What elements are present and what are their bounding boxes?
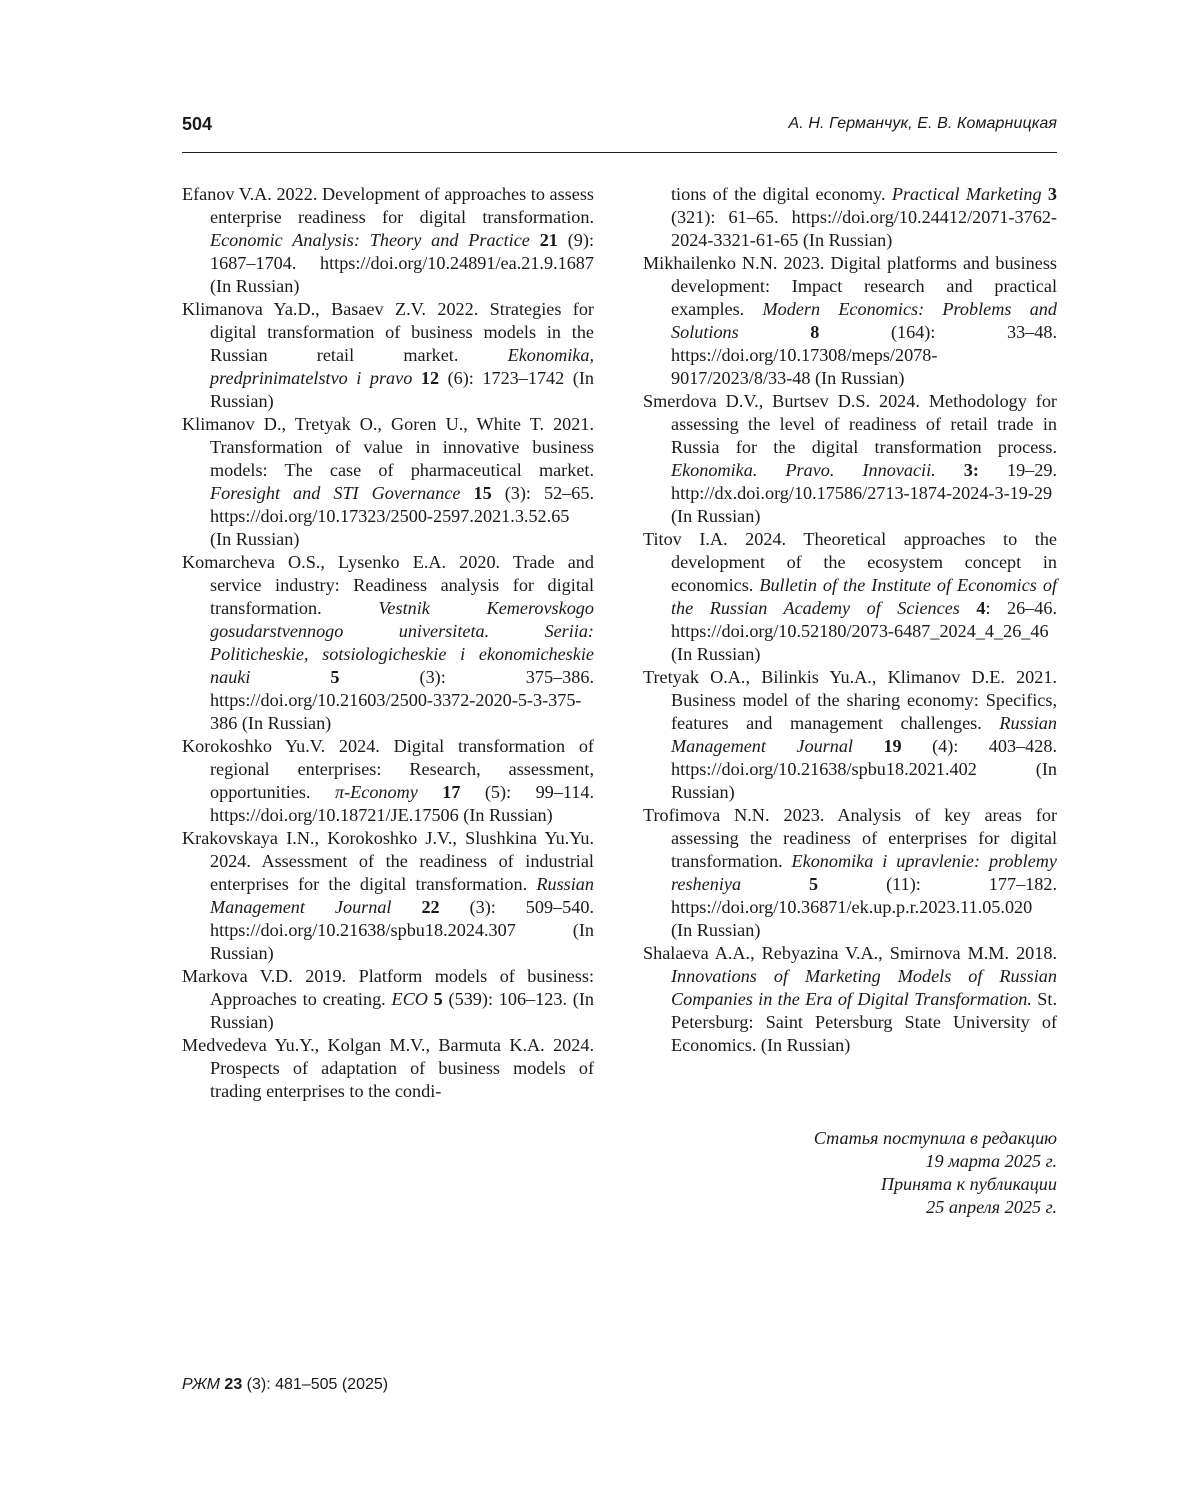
- reference-item: Krakovskaya I.N., Korokoshko J.V., Slushkina Yu.Yu. 2024. Assessment of the readiness of industrial enterprises for the digital transformation. Russian Management Journal 22 (3): 509–540. https://doi.org/10.21638/spbu18.2024.307 (In Russian): [182, 828, 594, 963]
- reference-item: Mikhailenko N.N. 2023. Digital platforms and business development: Impact research and practical examples. Modern Economics: Problems and Solutions 8 (164): 33–48. https://doi.org/10.17308/meps/2078-9017/2023/8/33-48 (In Russian): [643, 253, 1057, 388]
- reference-item: Smerdova D.V., Burtsev D.S. 2024. Methodology for assessing the level of readiness of retail trade in Russia for the digital transformation process. Ekonomika. Pravo. Innovacii. 3: 19–29. http://dx.doi.org/10.17586/2713-1874-2024-3-19-29 (In Russian): [643, 391, 1058, 526]
- reference-item: Markova V.D. 2019. Platform models of business: Approaches to creating. ECO 5 (539): 106–123. (In Russian): [182, 966, 595, 1032]
- page-header: [182, 112, 1057, 142]
- reference-item: Korokoshko Yu.V. 2024. Digital transformation of regional enterprises: Research, assessment, opportunities. π-Economy 17 (5): 99–114. https://doi.org/10.18721/JE.17506 (In Russian): [182, 736, 594, 825]
- reference-item: Shalaeva A.A., Rebyazina V.A., Smirnova M.M. 2018. Innovations of Marketing Models of Russian Companies in the Era of Digital Transformation. St. Petersburg: Saint Petersburg State University of Economics. (In Russian): [643, 943, 1058, 1055]
- running-head-authors: А. Н. Германчук, Е. В. Комарницкая: [788, 115, 1057, 132]
- reference-item: Efanov V.A. 2022. Development of approaches to assess enterprise readiness for digital transformation. Economic Analysis: Theory and Practice 21 (9): 1687–1704. https://doi.org/10.24891/ea.21.9.1687 (In Russian): [182, 184, 594, 296]
- reference-item: Tretyak O.A., Bilinkis Yu.A., Klimanov D.E. 2021. Business model of the sharing economy: Specifics, features and management challenges. Russian Management Journal 19 (4): 403–428. https://doi.org/10.21638/spbu18.2021.402 (In Russian): [643, 667, 1057, 802]
- reference-item-continuation: tions of the digital economy. Practical Marketing 3 (321): 61–65. https://doi.org/10.24412/2071-3762-2024-3321-61-65 (In Russian): [671, 184, 1058, 250]
- reference-item: Trofimova N.N. 2023. Analysis of key areas for assessing the readiness of enterprises for digital transformation. Ekonomika i upravlenie: problemy resheniya 5 (11): 177–182. https://doi.org/10.36871/ek.up.p.r.2023.11.05.020 (In Russian): [643, 805, 1058, 940]
- footer-journal: РЖМ: [182, 1376, 220, 1393]
- header-divider: [182, 152, 1057, 153]
- accepted-label: Принята к публикации: [880, 1174, 1057, 1194]
- references-right-column: [643, 183, 1057, 1057]
- footer-volume: 23: [224, 1376, 243, 1393]
- article-received-note: [637, 1127, 1057, 1219]
- reference-item: Klimanov D., Tretyak O., Goren U., White T. 2021. Transformation of value in innovative business models: The case of pharmaceutical market. Foresight and STI Governance 15 (3): 52–65. https://doi.org/10.17323/2500-2597.2021.3.52.65 (In Russian): [182, 414, 594, 549]
- reference-item: Titov I.A. 2024. Theoretical approaches to the development of the ecosystem concept in economics. Bulletin of the Institute of Economics of the Russian Academy of Sciences 4: 26–46. https://doi.org/10.52180/2073-6487_2024_4_26_46 (In Russian): [643, 529, 1057, 664]
- reference-item: Klimanova Ya.D., Basaev Z.V. 2022. Strategies for digital transformation of business models in the Russian retail market. Ekonomika, predprinimatelstvo i pravo 12 (6): 1723–1742 (In Russian): [182, 299, 594, 411]
- page-footer: [182, 1376, 388, 1394]
- received-date: 19 марта 2025 г.: [925, 1151, 1057, 1171]
- page-number: 504: [182, 114, 213, 134]
- reference-item: Medvedeva Yu.Y., Kolgan M.V., Barmuta K.A. 2024. Prospects of adaptation of business models of trading enterprises to the condi-: [182, 1035, 594, 1101]
- received-label: Статья поступила в редакцию: [813, 1128, 1057, 1148]
- accepted-date: 25 апреля 2025 г.: [926, 1197, 1057, 1217]
- references-left-column: [182, 183, 594, 1103]
- footer-issue: (3): 481–505 (2025): [246, 1376, 389, 1393]
- reference-item: Komarcheva O.S., Lysenko E.A. 2020. Trade and service industry: Readiness analysis for digital transformation. Vestnik Kemerovskogo gosudarstvennogo universiteta. Seriia: Politicheskie, sotsiologicheskie i ekonomicheskie nauki 5 (3): 375–386. https://doi.org/10.21603/2500-3372-2020-5-3-375-386 (In Russian): [182, 552, 595, 733]
